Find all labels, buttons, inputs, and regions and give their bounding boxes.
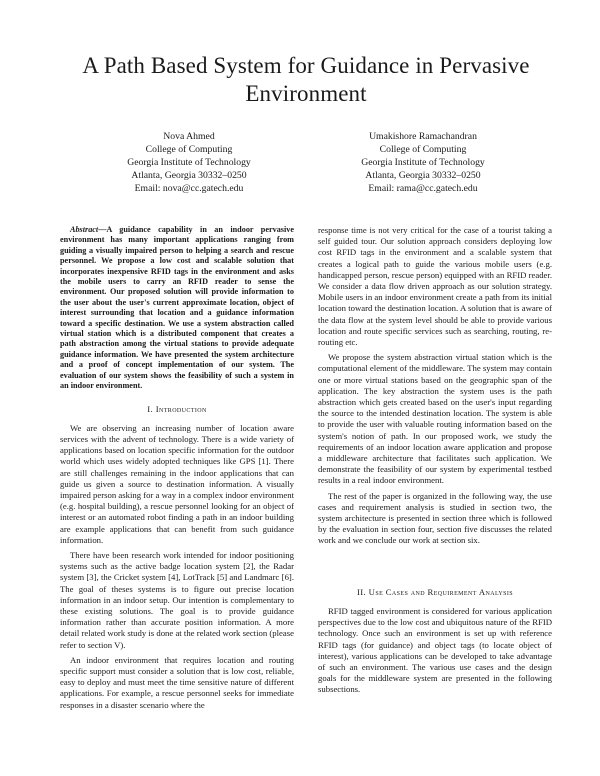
author-email: Email: rama@cc.gatech.edu <box>368 183 478 194</box>
right-column <box>318 225 552 711</box>
author-name: Nova Ahmed <box>163 131 215 142</box>
author-dept: College of Computing <box>145 144 233 155</box>
author-block <box>60 130 552 195</box>
author-address: Atlanta, Georgia 30332–0250 <box>131 170 247 181</box>
left-column <box>60 225 294 711</box>
author-address: Atlanta, Georgia 30332–0250 <box>365 170 481 181</box>
intro-paragraph-1: We are observing an increasing number of location aware services with the advent of technology. There is a wide variety of applications based on location specific information for the outdoor world which uses widely adopted techniques like GPS [1]. There are still challenges remaining in the indoor applications that can guide us given a source to destination information. A visually impaired person asking for a way in a complex indoor environment (e.g. hospital building), a rescue personnel looking for an object of interest or an automated robot finding a path in an indoor building are example applications that can benefit from such guidance information. <box>60 422 295 545</box>
abstract <box>60 225 294 392</box>
author-institution: Georgia Institute of Technology <box>127 157 251 168</box>
use-cases-paragraph-1: RFID tagged environment is considered for various application perspectives due to the low cost and ubiquitous nature of the RFID technology. Once such an environment is set up with reference RFID tags (for guidance) and object tags (to locate object of interest), various applications can be developed to take advantage of such an environment. The various use cases and the design goals for the middleware system are presented in the following subsections. <box>318 605 552 695</box>
author-email: Email: nova@cc.gatech.edu <box>134 183 244 194</box>
intro-paragraph-3: An indoor environment that requires location and routing specific support must consider a solution that is low cost, reliable, easy to deploy and must meet the time sensitive nature of different applications. For example, a rescue personnel seeks for immediate responses in a disaster scenario where the <box>60 654 294 710</box>
author-2 <box>361 130 485 195</box>
intro-paragraph-3-cont: response time is not very critical for the case of a tourist taking a self guided tour. Our solution approach considers deploying low cost RFID tags in the environment and a scalable system that creates a logical path to guide the various mobile users (e.g. handicapped person, rescue person) equipped with an RFID reader. We consider a data flow driven approach as our solution strategy. Mobile users in an indoor environment create a path from its initial location toward the destination location. A solution that is aware of the data flow at the system level should be able to provide various location and route specific services such as searching, routing, re-routing etc. <box>318 225 552 348</box>
intro-paragraph-2: There have been research work intended for indoor positioning systems such as the active badge location system [2], the Radar system [3], the Cricket system [4], LotTrack [5] and Landmarc [6]. The goal of theses systems is to figure out precise location information in an indoor setup. Our intention is complementary to these existing solutions. The goal is to provide guidance information rather than accurate position information. A more detail related work study is done at the related work section (please refer to section V). <box>60 549 294 650</box>
abstract-label: Abstract <box>70 225 99 234</box>
intro-paragraph-4: We propose the system abstraction virtual station which is the computational element of the middleware. The system may contain one or more virtual stations based on the geographic span of the application. The key abstraction the system uses is the path abstraction which gets created based on the user's input regarding the source to the intended destination location. The system is able to provide the user with valuable routing information based on the system's notion of path. In our proposed work, we study the requirements of an indoor location aware application and propose a middleware architecture that facilitates such application. We demonstrate the feasibility of our system by experimental testbed results in a real indoor environment. <box>318 352 552 486</box>
paper-title <box>60 52 552 108</box>
section-heading-use-cases: II. Use Cases and Requirement Analysis <box>356 586 514 597</box>
author-dept: College of Computing <box>379 144 467 155</box>
intro-paragraph-5: The rest of the paper is organized in the following way, the use cases and requirement analysis is studied in section two, the system architecture is presented in section three which is followed by the evaluation in section four, section five discusses the related work and we conclude our work at section six. <box>318 490 552 546</box>
abstract-text: —A guidance capability in an indoor pervasive environment has many important applications ranging from guiding a visually impaired person to helping a search and rescue personnel. We propose a low cost and scalable solution that incorporates inexpensive RFID tags in the environment and asks the mobile users to carry an RFID reader to sense the environment. Our proposed solution will provide information to the user about the user's current approximate location, object of interest surrounding that location and a guidance information toward a specific destination. We use a system abstraction called virtual station which is a distributed component that creates a path abstraction among the virtual stations to provide adequate guidance information. We have presented the system architecture and a proof of concept implementation of our system. The evaluation of our system shows the feasibility of such a system in an indoor environment. <box>60 225 294 391</box>
title-line-1: A Path Based System for Guidance in Pervasive <box>82 53 530 78</box>
author-institution: Georgia Institute of Technology <box>361 157 485 168</box>
section-heading-introduction: I. Introduction <box>147 403 207 414</box>
title-line-2: Environment <box>245 81 367 106</box>
two-column-body <box>60 225 552 711</box>
author-name: Umakishore Ramachandran <box>369 131 477 142</box>
author-1 <box>127 130 251 195</box>
